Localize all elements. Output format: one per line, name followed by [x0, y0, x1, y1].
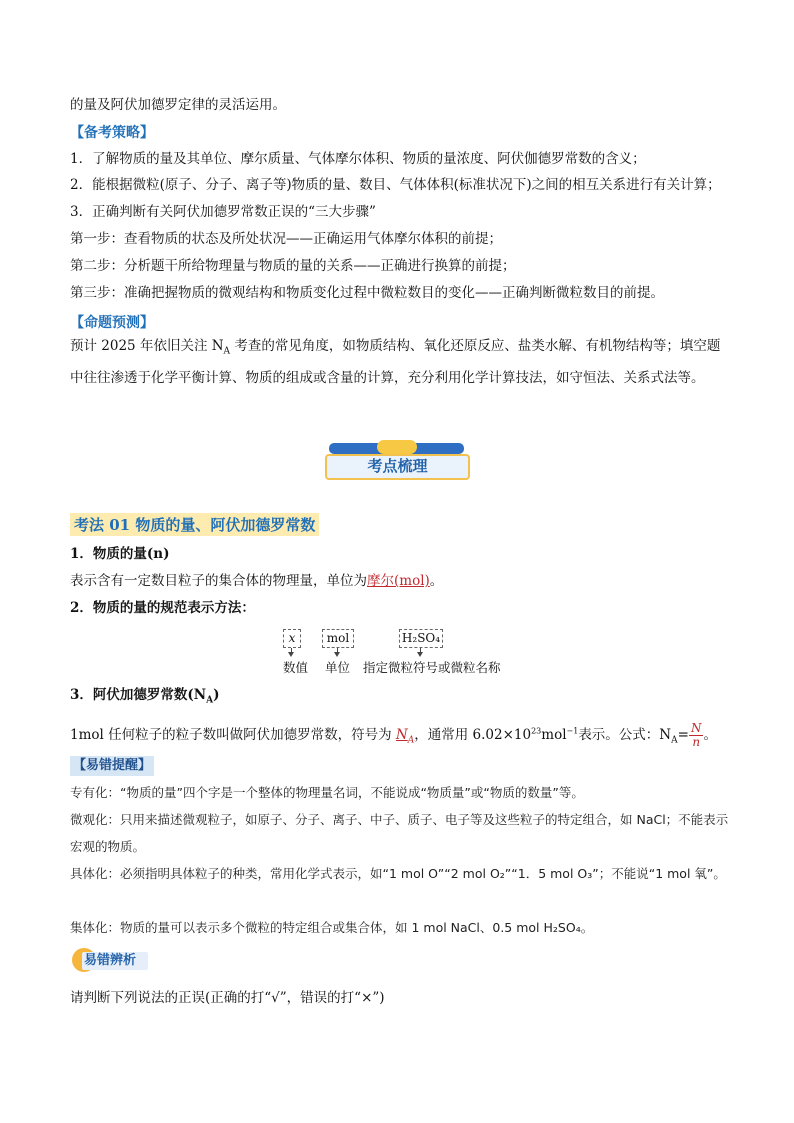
- tip-item: 具体化：必须指明具体粒子的种类，常用化学式表示，如“1 mol O”“2 mol O₂”“1．5 mol O₃”；不能说“1 mol 氧”。: [70, 866, 726, 881]
- intro-line: 的量及阿伏加德罗定律的灵活运用。: [70, 97, 286, 113]
- p3-text: 1mol 任何粒子的粒子数叫做阿伏加德罗常数，符号为 $N_A$，通常用 $6.02\times 10^{23}mol^{-1}$表示。公式：$N_A=$ $\frac{N}{n}$ 。: [70, 721, 717, 749]
- beikao-item: 第二步：分析题干所给物理量与物质的量的关系——正确进行换算的前提；: [70, 258, 516, 274]
- fraction-numerator: N: [690, 721, 702, 735]
- box-value: x: [283, 629, 301, 648]
- label-value: 数值: [283, 660, 309, 675]
- box-unit: mol: [322, 629, 354, 648]
- tip-item: 集体化：物质的量可以表示多个微粒的特定组合或集合体，如 1 mol NaCl、0.5 mol H₂SO₄。: [70, 920, 594, 935]
- beikao-heading: 【备考策略】: [70, 125, 154, 141]
- p2-heading: 2．物质的量的规范表示方法：: [70, 600, 255, 616]
- section-banner: [325, 440, 468, 480]
- beikao-item: 第三步：准确把握物质的微观结构和物质变化过程中微粒数目的变化——正确判断微粒数目的前提。: [70, 285, 664, 301]
- bianxi-text: 请判断下列说法的正误(正确的打“√”，错误的打“×”): [70, 990, 385, 1006]
- p3-heading: 3．阿伏加德罗常数$(N_A)$: [70, 687, 220, 706]
- tip-item: 专有化：“物质的量”四个字是一个整体的物理量名词，不能说成“物质量”或“物质的数量”等。: [70, 785, 584, 800]
- section-title: 考法 01 物质的量、阿伏加德罗常数: [70, 513, 319, 536]
- p1-heading: 1．物质的量(n): [70, 546, 170, 562]
- label-unit: 单位: [325, 660, 351, 675]
- yuce-paragraph: 预计 2025 年依旧关注 $N_A$ 考查的常见角度，如物质结构、氧化还原反应、盐类水解、有机物结构等；填空题中往往渗透于化学平衡计算、物质的组成或含量的计算，充分利用化学计算技法，如守恒法、关系式法等。: [70, 338, 721, 386]
- box-symbol: H₂SO₄: [399, 629, 443, 648]
- label-symbol: 指定微粒符号或微粒名称: [363, 660, 501, 675]
- beikao-item: 2．能根据微粒(原子、分子、离子等)物质的量、数目、气体体积(标准状况下)之间的相互关系进行有关计算；: [70, 177, 721, 193]
- tips-heading: 【易错提醒】: [70, 756, 154, 776]
- tip-item: 微观化：只用来描述微观粒子，如原子、分子、离子、中子、质子、电子等及这些粒子的特定组合，如 NaCl；不能表示宏观的物质。: [70, 812, 729, 854]
- fraction-denominator: n: [692, 735, 701, 749]
- bianxi-badge: [72, 946, 152, 974]
- p1-text: 表示含有一定数目粒子的集合体的物理量，单位为摩尔(mol)。: [70, 573, 444, 589]
- beikao-item: 第一步：查看物质的状态及所处状况——正确运用气体摩尔体积的前提；: [70, 231, 502, 247]
- bianxi-label: 易错辨析: [84, 953, 137, 968]
- beikao-item: 1．了解物质的量及其单位、摩尔质量、气体摩尔体积、物质的量浓度、阿伏伽德罗常数的含义；: [70, 151, 646, 167]
- yuce-heading: 【命题预测】: [70, 315, 154, 331]
- banner-label: 考点梳理: [367, 457, 428, 475]
- beikao-item: 3．正确判断有关阿伏加德罗常数正误的“三大步骤”: [70, 204, 376, 220]
